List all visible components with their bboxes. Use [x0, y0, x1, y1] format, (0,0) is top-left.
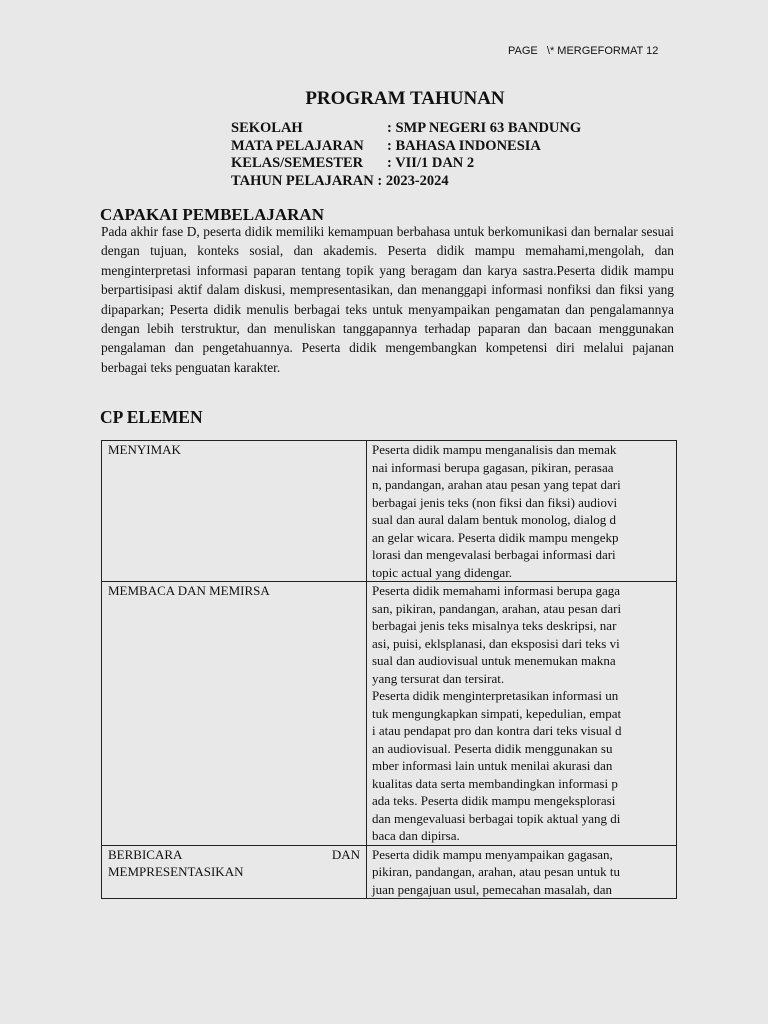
table-row [102, 441, 677, 582]
meta-value: : BAHASA INDONESIA [387, 137, 541, 154]
element-cell: MEMBACA DAN MEMIRSA [102, 582, 367, 846]
element-line [108, 846, 360, 864]
meta-row-tahun-pelajaran [231, 173, 581, 191]
description-line: Peserta didik menginterpretasikan informasi un [372, 688, 619, 703]
description-line: lorasi dan mengevalasi berbagai informasi dari [372, 547, 616, 562]
element-line: MEMPRESENTASIKAN [108, 864, 244, 879]
description-line: sual dan audiovisual untuk menemukan makna [372, 653, 616, 668]
description-cell [367, 582, 677, 846]
description-line: i atau pendapat pro dan kontra dari teks visual d [372, 723, 622, 738]
meta-label: TAHUN PELAJARAN [231, 172, 374, 189]
school-info [231, 120, 581, 190]
description-line: pikiran, pandangan, arahan, atau pesan untuk tu [372, 864, 620, 879]
meta-row-kelas-semester [231, 155, 581, 173]
meta-label: SEKOLAH [231, 120, 303, 136]
cp-elemen-table [101, 440, 677, 899]
description-line: topic actual yang didengar. [372, 564, 513, 580]
meta-label: KELAS/SEMESTER [231, 155, 364, 171]
element-cell: MENYIMAK [102, 441, 367, 582]
meta-row-mata-pelajaran [231, 138, 581, 156]
description-line: nai informasi berupa gagasan, pikiran, perasaa [372, 459, 614, 475]
table-row [102, 845, 677, 899]
description-line: an gelar wicara. Peserta didik mampu mengekp [372, 529, 619, 545]
description-line: juan pengajuan usul, pemecahan masalah, dan [372, 881, 613, 897]
document-title: PROGRAM TAHUNAN [305, 88, 505, 109]
description-line: dan mengevaluasi berbagai topik aktual yang di [372, 810, 621, 826]
description-line: kualitas data serta membandingkan informasi p [372, 775, 618, 791]
meta-value: : SMP NEGERI 63 BANDUNG [387, 120, 582, 136]
description-line: berbagai jenis teks (non fiksi dan fiksi) audiovi [372, 494, 618, 510]
description-line: berbagai jenis teks misalnya teks deskripsi, nar [372, 618, 617, 633]
meta-value: : 2023-2024 [377, 172, 449, 189]
description-line: baca dan dipirsa. [372, 828, 460, 843]
description-line: san, pikiran, pandangan, arahan, atau pesan dari [372, 600, 622, 616]
description-line: ada teks. Peserta didik mampu mengeksplorasi [372, 793, 616, 808]
meta-label: MATA PELAJARAN [231, 137, 364, 154]
capaian-heading: CAPAKAI PEMBELAJARAN [100, 205, 324, 224]
description-line: Peserta didik memahami informasi berupa gaga [372, 583, 621, 598]
capaian-paragraph: Pada akhir fase D, peserta didik memiliki kemampuan berbahasa untuk berkomunikasi dan bernalar sesuai dengan tujuan, konteks sosial, dan akademis. Peserta didik mampu memahami,mengolah, dan menginterpretasi informasi paparan tentang topik yang beragam dan karya sastra.Peserta didik mampu berpartisipasi aktif dalam diskusi, mempresentasikan, dan menanggapi informasi nonfiksi dan fiksi yang dipaparkan; Peserta didik menulis berbagai teks untuk menyampaikan pengamatan dan pengalamannya dengan lebih terstruktur, dan menuliskan tanggapannya terhadap paparan dan bacaan menggunakan pengalaman dan pengetahuannya. Peserta didik mengembangkan kompetensi diri melalui pajanan berbagai teks penguatan karakter. [101, 224, 674, 375]
description-line: Peserta didik mampu menyampaikan gagasan, [372, 846, 613, 862]
description-cell [367, 441, 677, 582]
description-cell [367, 845, 677, 899]
description-line: sual dan aural dalam bentuk monolog, dialog d [372, 512, 617, 527]
element-word: DAN [331, 846, 360, 862]
description-line: mber informasi lain untuk menilai akurasi dan [372, 758, 613, 773]
page-number-field: PAGE \* MERGEFORMAT 12 [508, 45, 659, 57]
description-line: n, pandangan, arahan atau pesan yang tepat dari [372, 477, 621, 492]
element-cell [102, 845, 367, 899]
description-line: asi, puisi, eklsplanasi, dan eksposisi dari teks vi [372, 635, 620, 651]
description-line: Peserta didik mampu menganalisis dan memak [372, 442, 617, 457]
meta-row-sekolah [231, 120, 581, 138]
description-line: an audiovisual. Peserta didik menggunakan su [372, 740, 613, 756]
description-line: yang tersurat dan tersirat. [372, 670, 505, 686]
meta-value: : VII/1 DAN 2 [387, 155, 475, 171]
cp-elemen-heading: CP ELEMEN [100, 407, 203, 427]
description-line: tuk mengungkapkan simpati, kepedulian, empat [372, 705, 622, 721]
element-word: BERBICARA [108, 846, 183, 862]
table-row [102, 582, 677, 846]
